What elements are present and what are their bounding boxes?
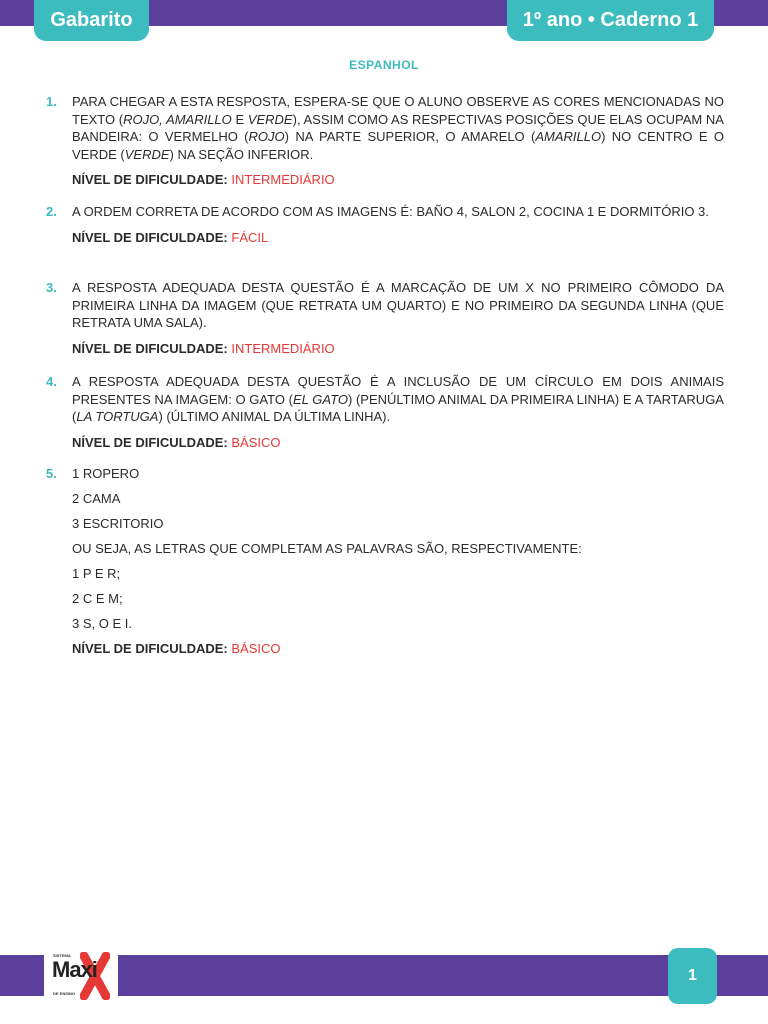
question-text: A RESPOSTA ADEQUADA DESTA QUESTÃO É A MARCAÇÃO DE UM X NO PRIMEIRO CÔMODO DA PRIMEIRA LINHA DA IMAGEM (QUE RETRATA UM QUARTO) E NO PRIMEIRO DA SEGUNDA LINHA (QUE RETRATA UMA SALA). xyxy=(72,280,724,330)
question-text: A RESPOSTA ADEQUADA DESTA QUESTÃO É A INCLUSÃO DE UM CÍRCULO EM DOIS ANIMAIS PRESENTES NA IMAGEM: O GATO (EL GATO) (PENÚLTIMO ANIMAL DA PRIMEIRA LINHA) E A TARTARUGA (LA TORTUGA) (ÚLTIMO ANIMAL DA ÚLTIMA LINHA). xyxy=(72,374,724,424)
question-3 xyxy=(46,279,724,357)
difficulty-level: NÍVEL DE DIFICULDADE: INTERMEDIÁRIO xyxy=(72,340,335,356)
answer-line: 2 C E M; xyxy=(72,591,123,606)
answer-line: OU SEJA, AS LETRAS QUE COMPLETAM AS PALAVRAS SÃO, RESPECTIVAMENTE: xyxy=(72,541,582,556)
question-number: 2. xyxy=(46,204,57,219)
difficulty-value: INTERMEDIÁRIO xyxy=(231,172,335,187)
answer-key-tab: Gabarito xyxy=(34,0,149,41)
logo-wordmark: Maxi xyxy=(52,957,97,982)
page-number: 1 xyxy=(668,948,717,1004)
answer-line: 3 S, O E I. xyxy=(72,616,132,631)
question-number: 4. xyxy=(46,374,57,389)
question-text: A ORDEM CORRETA DE ACORDO COM AS IMAGENS É: BAÑO 4, SALON 2, COCINA 1 E DORMITÓRIO 3. xyxy=(72,204,709,219)
answer-line: 1 P E R; xyxy=(72,566,121,581)
maxi-logo: SISTEMA Maxi DE ENSINO xyxy=(44,949,118,1001)
grade-notebook-tab: 1º ano • Caderno 1 xyxy=(507,0,714,41)
answer-line: 2 CAMA xyxy=(72,491,121,506)
question-number: 1. xyxy=(46,94,57,109)
difficulty-value: BÁSICO xyxy=(231,434,281,450)
difficulty-value: BÁSICO xyxy=(231,641,281,656)
answer-line: 1 ROPERO xyxy=(72,466,140,481)
difficulty-value: FÁCIL xyxy=(231,229,269,245)
difficulty-level: NÍVEL DE DIFICULDADE: INTERMEDIÁRIO xyxy=(72,172,335,187)
question-text: PARA CHEGAR A ESTA RESPOSTA, ESPERA-SE QUE O ALUNO OBSERVE AS CORES MENCIONADAS NO TEXTO (ROJO, AMARILLO E VERDE), ASSIM COMO AS RESPECTIVAS POSIÇÕES QUE ELAS OCUPAM NA BANDEIRA: O VERMELHO (ROJO) NA PARTE SUPERIOR, O AMARELO (AMARILLO) NO CENTRO E O VERDE (VERDE) NA SEÇÃO INFERIOR. xyxy=(72,94,724,162)
question-number: 3. xyxy=(46,280,57,295)
difficulty-level: NÍVEL DE DIFICULDADE: FÁCIL xyxy=(72,229,269,245)
difficulty-level: NÍVEL DE DIFICULDADE: BÁSICO xyxy=(72,641,281,656)
question-5 xyxy=(46,465,724,658)
difficulty-level: NÍVEL DE DIFICULDADE: BÁSICO xyxy=(72,434,281,450)
answer-line: 3 ESCRITORIO xyxy=(72,516,164,531)
section-title: ESPANHOL xyxy=(349,58,419,72)
question-2 xyxy=(46,203,724,246)
difficulty-value: INTERMEDIÁRIO xyxy=(231,340,335,356)
question-4 xyxy=(46,373,724,451)
question-number: 5. xyxy=(46,466,57,481)
question-1 xyxy=(46,93,724,189)
